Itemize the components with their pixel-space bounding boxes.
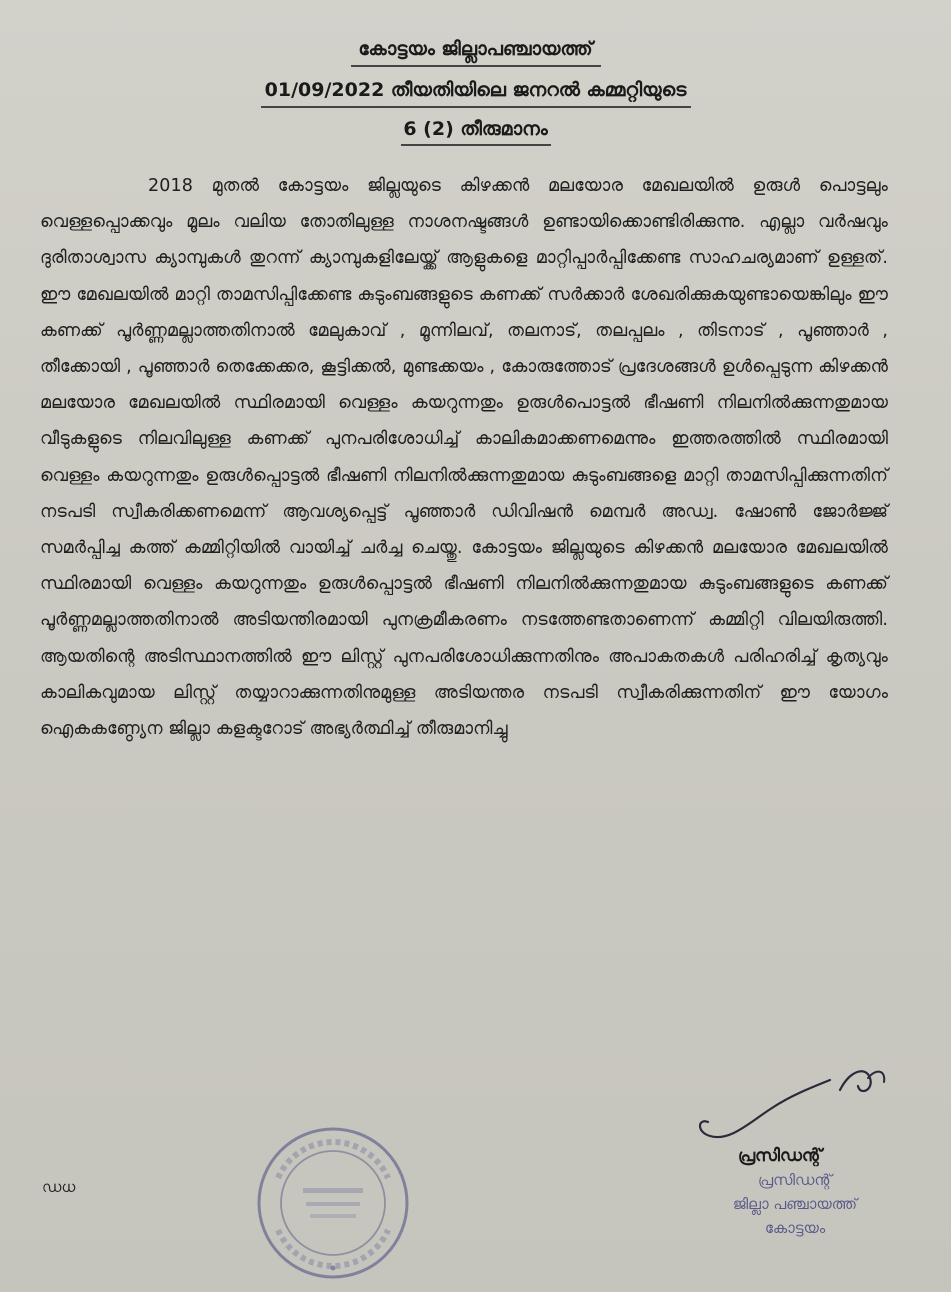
signatory-title: പ്രസിഡന്റ്: [738, 1146, 822, 1166]
header-underline: [351, 65, 601, 67]
header-underline: [401, 144, 551, 146]
signature-scribble-icon: [690, 1060, 900, 1160]
office-name: കോട്ടയം ജില്ലാപഞ്ചായത്ത്: [358, 38, 593, 60]
stamp-place: കോട്ടയം: [764, 1219, 826, 1237]
document-header: [0, 38, 951, 146]
designation-stamp: [705, 1168, 885, 1240]
header-underline: [261, 106, 691, 108]
reference-mark: ഡധ: [42, 1178, 76, 1196]
meeting-reference: 01/09/2022 തീയതിയിലെ ജനറൽ കമ്മറ്റിയുടെ: [264, 78, 687, 101]
office-seal-icon: [248, 1118, 418, 1288]
resolution-number: 6 (2) തീരുമാനം: [403, 117, 548, 140]
stamp-office: ജില്ലാ പഞ്ചായത്ത്: [732, 1195, 858, 1213]
stamp-designation: പ്രസിഡന്റ്: [758, 1171, 832, 1189]
resolution-body: [40, 168, 888, 747]
resolution-paragraph: 2018 മുതൽ കോട്ടയം ജില്ലയുടെ കിഴക്കൻ മലയോര മേഖലയിൽ ഉരുൾ പൊട്ടലും വെള്ളപ്പൊക്കവും മൂലം വലിയ തോതിലുള്ള നാശനഷ്ടങ്ങൾ ഉണ്ടായിക്കൊണ്ടിരിക്കുന്നു. എല്ലാ വർഷവും ദുരിതാശ്വാസ ക്യാമ്പുകൾ തുറന്ന് ക്യാമ്പുകളിലേയ്ക്ക് ആളുകളെ മാറ്റിപ്പാർപ്പിക്കേണ്ട സാഹചര്യമാണ് ഉള്ളത്. ഈ മേഖലയിൽ മാറ്റി താമസിപ്പിക്കേണ്ട കുടുംബങ്ങളുടെ കണക്ക് സർക്കാർ ശേഖരിക്കുകയുണ്ടായെങ്കിലും ഈ കണക്ക് പൂർണ്ണമല്ലാത്തതിനാൽ മേലുകാവ് , മൂന്നിലവ്, തലനാട്, തലപ്പലം , തിടനാട് , പൂഞ്ഞാർ , തീക്കോയി , പൂഞ്ഞാർ തെക്കേക്കര, കൂട്ടിക്കൽ, മുണ്ടക്കയം , കോരുത്തോട് പ്രദേശങ്ങൾ ഉൾപ്പെടുന്ന കിഴക്കൻ മലയോര മേഖലയിൽ സ്ഥിരമായി വെള്ളം കയറുന്നതും ഉരുൾപൊട്ടൽ ഭീഷണി നിലനിൽക്കുന്നതുമായ വീടുകളുടെ നിലവിലുള്ള കണക്ക് പുനപരിശോധിച്ച് കാലികമാക്കണമെന്നും ഇത്തരത്തിൽ സ്ഥിരമായി വെള്ളം കയറുന്നതും ഉരുൾപ്പൊട്ടൽ ഭീഷണി നിലനിൽക്കുന്നതുമായ കുടുംബങ്ങളെ മാറ്റി താമസിപ്പിക്കുന്നതിന് നടപടി സ്വീകരിക്കണമെന്ന് ആവശ്യപ്പെട്ട് പൂഞ്ഞാർ ഡിവിഷൻ മെമ്പർ അഡ്വ. ഷോൺ ജോർജ്ജ് സമർപ്പിച്ച കത്ത് കമ്മിറ്റിയിൽ വായിച്ച് ചർച്ച ചെയ്തു. കോട്ടയം ജില്ലയുടെ കിഴക്കൻ മലയോര മേഖലയിൽ സ്ഥിരമായി വെള്ളം കയറുന്നതും ഉരുൾപ്പൊട്ടൽ ഭീഷണി നിലനിൽക്കുന്നതുമായ കുടുംബങ്ങളുടെ കണക്ക് പൂർണ്ണമല്ലാത്തതിനാൽ അടിയന്തിരമായി പുനക്രമീകരണം നടത്തേണ്ടതാണെന്ന് കമ്മിറ്റി വിലയിരുത്തി. ആയതിന്റെ അടിസ്ഥാനത്തിൽ ഈ ലിസ്റ്റ് പുനപരിശോധിക്കുന്നതിനും അപാകതകൾ പരിഹരിച്ച് കൃത്യവും കാലികവുമായ ലിസ്റ്റ് തയ്യാറാക്കുന്നതിനുമുള്ള അടിയന്തര നടപടി സ്വീകരിക്കുന്നതിന് ഈ യോഗം ഐകകണ്ഠ്യേന ജില്ലാ കളക്ടറോട് അഭ്യർത്ഥിച്ച് തീരുമാനിച്ചു: [40, 176, 888, 740]
